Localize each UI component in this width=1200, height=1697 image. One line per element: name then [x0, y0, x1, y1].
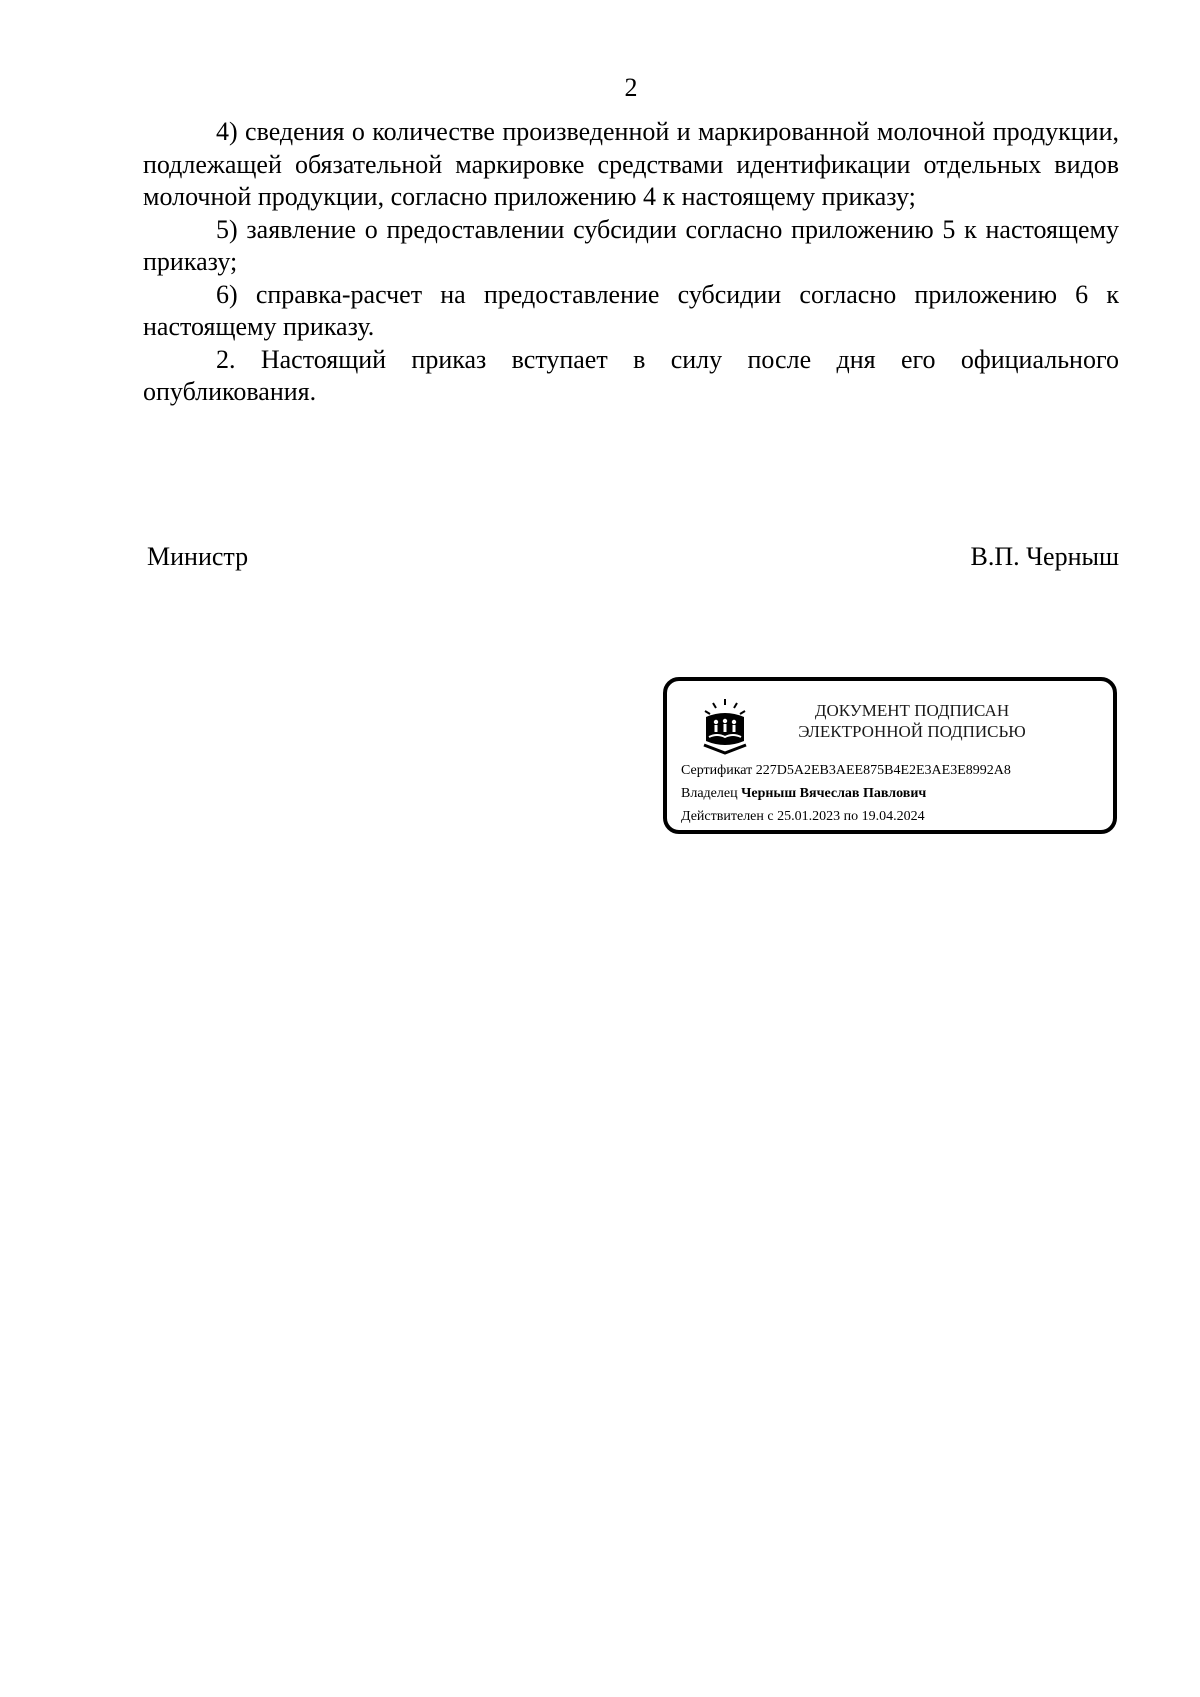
coat-of-arms-icon [700, 697, 750, 755]
valid-to-prefix: по [843, 809, 859, 824]
paragraph-item-5: 5) заявление о предоставлении субсидии согласно приложению 5 к настоящему приказу; [143, 214, 1119, 276]
document-body [143, 116, 1119, 409]
owner-value: Черныш Вячеслав Павлович [741, 786, 927, 801]
page-number: 2 [624, 73, 638, 102]
stamp-heading-line-1: ДОКУМЕНТ ПОДПИСАН [814, 701, 1010, 720]
stamp-heading-line-2: ЭЛЕКТРОННОЙ ПОДПИСЬЮ [798, 722, 1026, 741]
stamp-heading [767, 700, 1057, 742]
signer-position: Министр [147, 542, 249, 571]
signer-name: В.П. Черныш [970, 542, 1119, 571]
valid-from-date: 25.01.2023 [777, 809, 841, 824]
valid-to-date: 19.04.2024 [861, 809, 925, 824]
certificate-value: 227D5A2EB3AEE875B4E2E3AE3E8992A8 [755, 763, 1011, 778]
paragraph-clause-2: 2. Настоящий приказ вступает в силу после дня его официального опубликования. [143, 344, 1119, 406]
paragraph-item-4: 4) сведения о количестве произведенной и маркированной молочной продукции, подлежащей обязательной маркировке средствами идентификации отдельных видов молочной продукции, согласно приложению 4 к настоящему приказу; [143, 117, 1119, 211]
stamp-validity-line [681, 808, 925, 826]
stamp-certificate-line [681, 762, 1011, 780]
owner-label: Владелец [681, 786, 738, 801]
certificate-label: Сертификат [681, 763, 753, 778]
valid-label: Действителен [681, 809, 764, 824]
electronic-signature-stamp [663, 677, 1117, 834]
paragraph-item-6: 6) справка-расчет на предоставление субсидии согласно приложению 6 к настоящему приказу. [143, 279, 1119, 341]
valid-from-prefix: с [767, 809, 774, 824]
stamp-owner-line [681, 785, 926, 803]
